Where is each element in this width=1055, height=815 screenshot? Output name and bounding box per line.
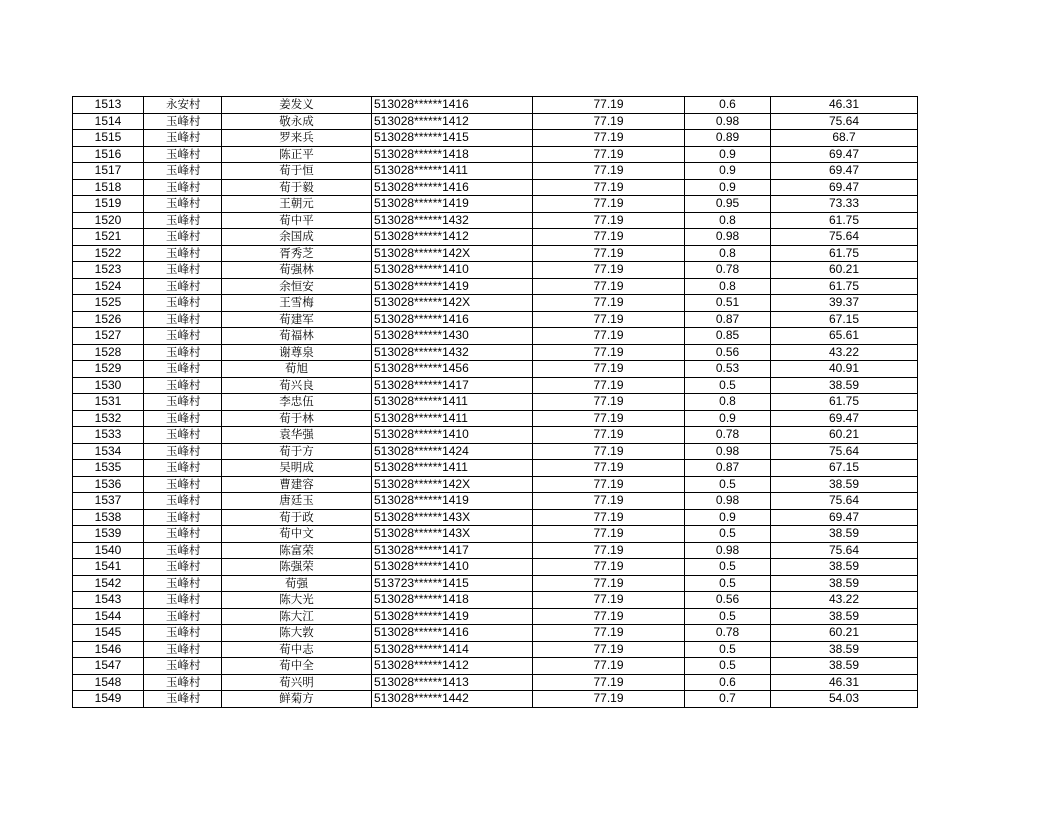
village-cell: 玉峰村 [144,493,222,510]
row-number: 1531 [73,394,144,411]
table-row [73,394,918,411]
amount-cell: 77.19 [533,559,685,576]
name-cell: 胥秀芝 [222,245,372,262]
ratio-cell: 0.5 [685,641,771,658]
amount-cell: 77.19 [533,130,685,147]
amount-cell: 77.19 [533,377,685,394]
id-number-cell: 513028******1416 [372,311,533,328]
id-number-cell: 513028******1416 [372,625,533,642]
table-row [73,113,918,130]
ratio-cell: 0.8 [685,245,771,262]
name-cell: 陈大敦 [222,625,372,642]
village-cell: 玉峰村 [144,526,222,543]
id-number-cell: 513028******1417 [372,377,533,394]
name-cell: 袁华强 [222,427,372,444]
name-cell: 陈正平 [222,146,372,163]
village-cell: 玉峰村 [144,262,222,279]
amount-cell: 77.19 [533,641,685,658]
id-number-cell: 513028******1411 [372,163,533,180]
result-cell: 75.64 [771,493,918,510]
name-cell: 姜发义 [222,97,372,114]
village-cell: 玉峰村 [144,229,222,246]
result-cell: 38.59 [771,526,918,543]
ratio-cell: 0.51 [685,295,771,312]
result-cell: 61.75 [771,278,918,295]
row-number: 1546 [73,641,144,658]
result-cell: 39.37 [771,295,918,312]
name-cell: 罗来兵 [222,130,372,147]
result-cell: 43.22 [771,344,918,361]
name-cell: 荀中全 [222,658,372,675]
name-cell: 谢尊泉 [222,344,372,361]
result-cell: 73.33 [771,196,918,213]
amount-cell: 77.19 [533,212,685,229]
name-cell: 荀福林 [222,328,372,345]
village-cell: 玉峰村 [144,245,222,262]
row-number: 1525 [73,295,144,312]
result-cell: 40.91 [771,361,918,378]
row-number: 1532 [73,410,144,427]
village-cell: 玉峰村 [144,361,222,378]
amount-cell: 77.19 [533,691,685,708]
amount-cell: 77.19 [533,526,685,543]
id-number-cell: 513028******1418 [372,592,533,609]
result-cell: 43.22 [771,592,918,609]
village-cell: 玉峰村 [144,460,222,477]
row-number: 1545 [73,625,144,642]
result-cell: 65.61 [771,328,918,345]
id-number-cell: 513028******1410 [372,427,533,444]
id-number-cell: 513028******1413 [372,674,533,691]
id-number-cell: 513028******1410 [372,559,533,576]
row-number: 1515 [73,130,144,147]
row-number: 1514 [73,113,144,130]
ratio-cell: 0.98 [685,443,771,460]
result-cell: 60.21 [771,625,918,642]
table-row [73,377,918,394]
result-cell: 68.7 [771,130,918,147]
result-cell: 67.15 [771,311,918,328]
ratio-cell: 0.56 [685,344,771,361]
row-number: 1526 [73,311,144,328]
id-number-cell: 513028******1416 [372,179,533,196]
id-number-cell: 513028******1417 [372,542,533,559]
row-number: 1534 [73,443,144,460]
village-cell: 玉峰村 [144,443,222,460]
table-row [73,311,918,328]
id-number-cell: 513028******1432 [372,212,533,229]
result-cell: 69.47 [771,410,918,427]
result-cell: 38.59 [771,658,918,675]
row-number: 1542 [73,575,144,592]
id-number-cell: 513028******1412 [372,229,533,246]
village-cell: 玉峰村 [144,146,222,163]
row-number: 1522 [73,245,144,262]
name-cell: 荀中平 [222,212,372,229]
id-number-cell: 513028******142X [372,476,533,493]
village-cell: 玉峰村 [144,113,222,130]
amount-cell: 77.19 [533,410,685,427]
ratio-cell: 0.5 [685,658,771,675]
table-row [73,641,918,658]
amount-cell: 77.19 [533,163,685,180]
amount-cell: 77.19 [533,493,685,510]
name-cell: 荀于方 [222,443,372,460]
id-number-cell: 513028******1411 [372,410,533,427]
table-row [73,542,918,559]
ratio-cell: 0.9 [685,410,771,427]
result-cell: 38.59 [771,476,918,493]
table-row [73,460,918,477]
ratio-cell: 0.98 [685,493,771,510]
result-cell: 38.59 [771,641,918,658]
amount-cell: 77.19 [533,344,685,361]
result-cell: 75.64 [771,113,918,130]
table-row [73,212,918,229]
amount-cell: 77.19 [533,196,685,213]
ratio-cell: 0.78 [685,427,771,444]
amount-cell: 77.19 [533,509,685,526]
ratio-cell: 0.7 [685,691,771,708]
ratio-cell: 0.85 [685,328,771,345]
table-row [73,130,918,147]
table-row [73,509,918,526]
amount-cell: 77.19 [533,460,685,477]
ratio-cell: 0.53 [685,361,771,378]
table-row [73,443,918,460]
result-cell: 38.59 [771,559,918,576]
village-cell: 玉峰村 [144,179,222,196]
village-cell: 玉峰村 [144,559,222,576]
ratio-cell: 0.5 [685,559,771,576]
amount-cell: 77.19 [533,608,685,625]
result-cell: 46.31 [771,674,918,691]
data-table [72,96,918,708]
village-cell: 玉峰村 [144,608,222,625]
name-cell: 陈大江 [222,608,372,625]
amount-cell: 77.19 [533,97,685,114]
row-number: 1530 [73,377,144,394]
ratio-cell: 0.87 [685,311,771,328]
row-number: 1535 [73,460,144,477]
row-number: 1538 [73,509,144,526]
row-number: 1521 [73,229,144,246]
village-cell: 玉峰村 [144,691,222,708]
table-row [73,691,918,708]
row-number: 1518 [73,179,144,196]
ratio-cell: 0.9 [685,509,771,526]
result-cell: 61.75 [771,394,918,411]
village-cell: 玉峰村 [144,592,222,609]
table-row [73,196,918,213]
table-row [73,163,918,180]
name-cell: 唐廷玉 [222,493,372,510]
result-cell: 60.21 [771,262,918,279]
name-cell: 敬永成 [222,113,372,130]
village-cell: 玉峰村 [144,658,222,675]
ratio-cell: 0.9 [685,163,771,180]
row-number: 1524 [73,278,144,295]
row-number: 1519 [73,196,144,213]
ratio-cell: 0.87 [685,460,771,477]
table-row [73,295,918,312]
id-number-cell: 513028******1412 [372,113,533,130]
village-cell: 玉峰村 [144,427,222,444]
amount-cell: 77.19 [533,394,685,411]
table-row [73,328,918,345]
amount-cell: 77.19 [533,295,685,312]
village-cell: 玉峰村 [144,625,222,642]
result-cell: 69.47 [771,163,918,180]
amount-cell: 77.19 [533,542,685,559]
village-cell: 玉峰村 [144,295,222,312]
id-number-cell: 513028******1418 [372,146,533,163]
name-cell: 荀旭 [222,361,372,378]
village-cell: 玉峰村 [144,311,222,328]
result-cell: 38.59 [771,608,918,625]
id-number-cell: 513028******143X [372,526,533,543]
id-number-cell: 513028******142X [372,245,533,262]
table-row [73,658,918,675]
ratio-cell: 0.6 [685,674,771,691]
amount-cell: 77.19 [533,113,685,130]
row-number: 1540 [73,542,144,559]
ratio-cell: 0.98 [685,542,771,559]
table-row [73,674,918,691]
name-cell: 鲜菊方 [222,691,372,708]
name-cell: 荀于恒 [222,163,372,180]
ratio-cell: 0.5 [685,526,771,543]
result-cell: 61.75 [771,245,918,262]
row-number: 1549 [73,691,144,708]
table-row [73,410,918,427]
village-cell: 玉峰村 [144,542,222,559]
ratio-cell: 0.9 [685,146,771,163]
name-cell: 荀兴明 [222,674,372,691]
result-cell: 69.47 [771,509,918,526]
table-row [73,625,918,642]
ratio-cell: 0.98 [685,113,771,130]
amount-cell: 77.19 [533,146,685,163]
village-cell: 玉峰村 [144,163,222,180]
name-cell: 荀于林 [222,410,372,427]
id-number-cell: 513028******1412 [372,658,533,675]
amount-cell: 77.19 [533,179,685,196]
ratio-cell: 0.56 [685,592,771,609]
row-number: 1537 [73,493,144,510]
table-row [73,278,918,295]
village-cell: 玉峰村 [144,212,222,229]
name-cell: 荀强林 [222,262,372,279]
village-cell: 玉峰村 [144,674,222,691]
id-number-cell: 513028******1442 [372,691,533,708]
row-number: 1527 [73,328,144,345]
result-cell: 60.21 [771,427,918,444]
result-cell: 75.64 [771,229,918,246]
row-number: 1529 [73,361,144,378]
village-cell: 玉峰村 [144,476,222,493]
name-cell: 李忠伍 [222,394,372,411]
ratio-cell: 0.98 [685,229,771,246]
table-row [73,526,918,543]
ratio-cell: 0.5 [685,476,771,493]
village-cell: 玉峰村 [144,328,222,345]
table-row [73,245,918,262]
table-row [73,344,918,361]
amount-cell: 77.19 [533,361,685,378]
result-cell: 46.31 [771,97,918,114]
id-number-cell: 513028******1419 [372,278,533,295]
id-number-cell: 513723******1415 [372,575,533,592]
village-cell: 玉峰村 [144,509,222,526]
id-number-cell: 513028******1419 [372,493,533,510]
row-number: 1543 [73,592,144,609]
table-row [73,262,918,279]
name-cell: 荀中文 [222,526,372,543]
name-cell: 陈大光 [222,592,372,609]
name-cell: 吴明成 [222,460,372,477]
village-cell: 玉峰村 [144,130,222,147]
amount-cell: 77.19 [533,592,685,609]
id-number-cell: 513028******1430 [372,328,533,345]
amount-cell: 77.19 [533,262,685,279]
name-cell: 余国成 [222,229,372,246]
amount-cell: 77.19 [533,575,685,592]
amount-cell: 77.19 [533,443,685,460]
row-number: 1517 [73,163,144,180]
result-cell: 67.15 [771,460,918,477]
name-cell: 王雪梅 [222,295,372,312]
village-cell: 玉峰村 [144,575,222,592]
table-row [73,575,918,592]
village-cell: 玉峰村 [144,394,222,411]
id-number-cell: 513028******1419 [372,196,533,213]
village-cell: 永安村 [144,97,222,114]
amount-cell: 77.19 [533,674,685,691]
result-cell: 69.47 [771,179,918,196]
name-cell: 荀中志 [222,641,372,658]
ratio-cell: 0.95 [685,196,771,213]
table-row [73,361,918,378]
table-row [73,592,918,609]
id-number-cell: 513028******1432 [372,344,533,361]
table-row [73,97,918,114]
ratio-cell: 0.8 [685,394,771,411]
id-number-cell: 513028******1419 [372,608,533,625]
id-number-cell: 513028******142X [372,295,533,312]
village-cell: 玉峰村 [144,344,222,361]
amount-cell: 77.19 [533,658,685,675]
table-row [73,493,918,510]
amount-cell: 77.19 [533,229,685,246]
row-number: 1528 [73,344,144,361]
amount-cell: 77.19 [533,625,685,642]
row-number: 1516 [73,146,144,163]
result-cell: 54.03 [771,691,918,708]
id-number-cell: 513028******1411 [372,394,533,411]
table-row [73,608,918,625]
amount-cell: 77.19 [533,476,685,493]
village-cell: 玉峰村 [144,641,222,658]
ratio-cell: 0.8 [685,278,771,295]
ratio-cell: 0.5 [685,575,771,592]
id-number-cell: 513028******1411 [372,460,533,477]
table-row [73,427,918,444]
ratio-cell: 0.6 [685,97,771,114]
amount-cell: 77.19 [533,245,685,262]
village-cell: 玉峰村 [144,377,222,394]
amount-cell: 77.19 [533,427,685,444]
table-row [73,476,918,493]
id-number-cell: 513028******1424 [372,443,533,460]
ratio-cell: 0.5 [685,377,771,394]
result-cell: 75.64 [771,542,918,559]
table-row [73,179,918,196]
id-number-cell: 513028******1414 [372,641,533,658]
ratio-cell: 0.8 [685,212,771,229]
id-number-cell: 513028******1456 [372,361,533,378]
result-cell: 61.75 [771,212,918,229]
id-number-cell: 513028******1410 [372,262,533,279]
table-row [73,146,918,163]
id-number-cell: 513028******143X [372,509,533,526]
row-number: 1533 [73,427,144,444]
ratio-cell: 0.78 [685,262,771,279]
row-number: 1513 [73,97,144,114]
name-cell: 陈富荣 [222,542,372,559]
name-cell: 曹建容 [222,476,372,493]
name-cell: 荀强 [222,575,372,592]
table-row [73,229,918,246]
name-cell: 余恒安 [222,278,372,295]
name-cell: 荀兴良 [222,377,372,394]
id-number-cell: 513028******1416 [372,97,533,114]
id-number-cell: 513028******1415 [372,130,533,147]
row-number: 1547 [73,658,144,675]
row-number: 1523 [73,262,144,279]
result-cell: 38.59 [771,377,918,394]
result-cell: 75.64 [771,443,918,460]
row-number: 1548 [73,674,144,691]
name-cell: 荀于毅 [222,179,372,196]
row-number: 1536 [73,476,144,493]
village-cell: 玉峰村 [144,196,222,213]
ratio-cell: 0.78 [685,625,771,642]
row-number: 1544 [73,608,144,625]
amount-cell: 77.19 [533,311,685,328]
result-cell: 69.47 [771,146,918,163]
table-row [73,559,918,576]
amount-cell: 77.19 [533,328,685,345]
ratio-cell: 0.89 [685,130,771,147]
row-number: 1520 [73,212,144,229]
name-cell: 荀建军 [222,311,372,328]
name-cell: 荀于政 [222,509,372,526]
ratio-cell: 0.9 [685,179,771,196]
row-number: 1541 [73,559,144,576]
table-body [73,97,918,708]
village-cell: 玉峰村 [144,278,222,295]
ratio-cell: 0.5 [685,608,771,625]
amount-cell: 77.19 [533,278,685,295]
name-cell: 陈强荣 [222,559,372,576]
result-cell: 38.59 [771,575,918,592]
village-cell: 玉峰村 [144,410,222,427]
row-number: 1539 [73,526,144,543]
name-cell: 王朝元 [222,196,372,213]
